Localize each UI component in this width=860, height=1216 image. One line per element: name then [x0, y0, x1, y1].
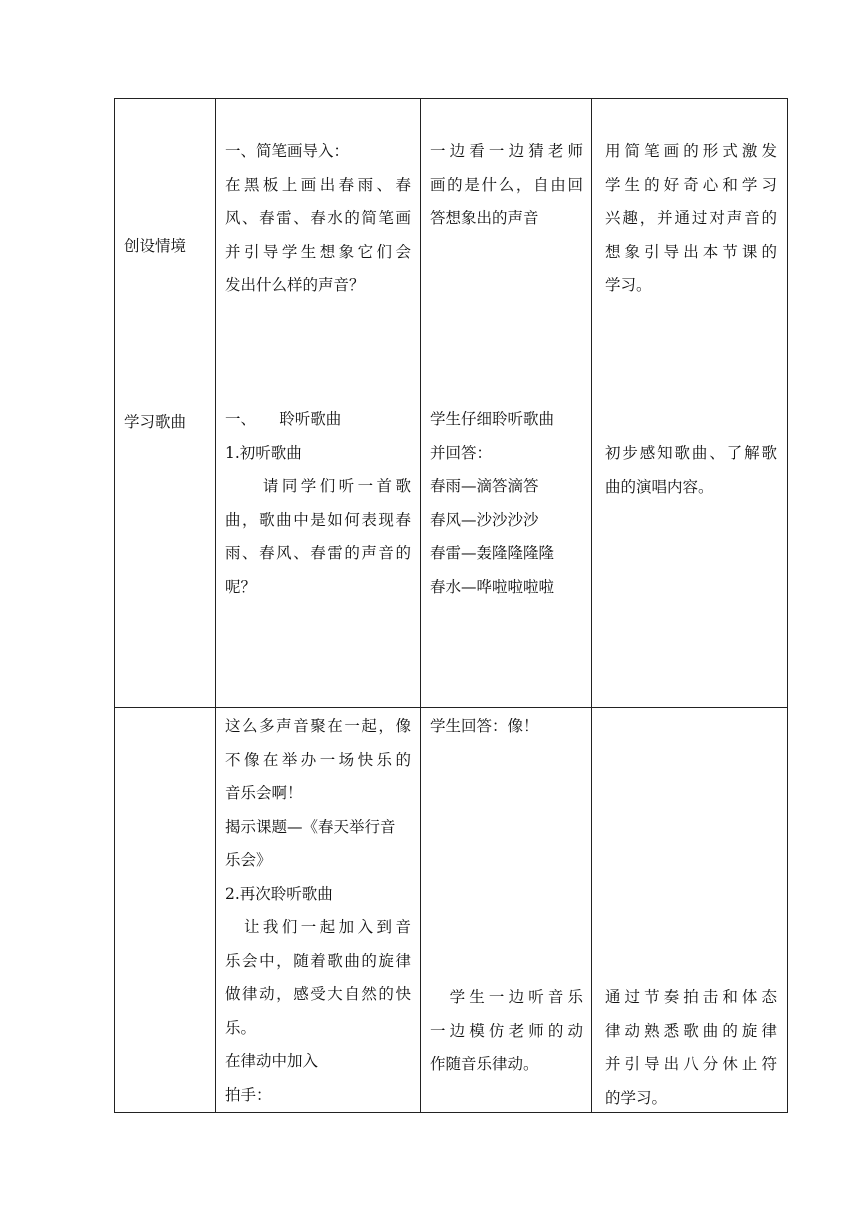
- text-line: 学习。: [605, 276, 652, 294]
- text-line: 让我们一起加入到音: [225, 918, 411, 936]
- design-purpose-cell: [592, 708, 788, 1113]
- text-line: 学生仔细聆听歌曲: [430, 410, 555, 428]
- text-line: 春雷—轰隆隆隆隆: [430, 544, 555, 562]
- text-line: 一、 聆听歌曲: [225, 410, 342, 428]
- student-activity-block: [430, 135, 583, 236]
- text-line: 一边看一边猜老师: [430, 142, 583, 160]
- text-line: 春水—哗啦啦啦啦: [430, 577, 555, 596]
- student-activity-block: [430, 403, 583, 604]
- text-line: 做律动，感受大自然的快: [225, 985, 411, 1003]
- design-purpose-cell: [592, 99, 788, 708]
- table-row: [115, 99, 788, 708]
- stage-label: 学习歌曲: [124, 413, 187, 431]
- text-line: 乐会》: [225, 851, 272, 869]
- text-line: 不像在举办一场快乐的: [225, 750, 411, 769]
- text-line: 的学习。: [605, 1088, 668, 1107]
- teacher-activity-block: [225, 135, 411, 303]
- text-line: 作随音乐律动。: [430, 1055, 539, 1073]
- text-line: 这么多声音聚在一起，像: [225, 717, 411, 735]
- text-line: 乐会中，随着歌曲的旋律: [225, 951, 411, 970]
- text-line: 并回答：: [430, 443, 493, 462]
- text-line: 1.初听歌曲: [225, 443, 302, 462]
- text-line: 呢？: [225, 577, 257, 596]
- text-line: 发出什么样的声音？: [225, 276, 365, 294]
- text-line: 风、春雷、春水的简笔画: [225, 209, 411, 227]
- teacher-activity-cell: [216, 99, 421, 708]
- text-line: 揭示课题—《春天举行音: [225, 817, 396, 836]
- teacher-activity-block: [225, 710, 411, 1112]
- text-line: 请同学们听一首歌: [225, 477, 411, 495]
- text-line: 学生一边听音乐: [430, 988, 583, 1006]
- text-line: 2.再次聆听歌曲: [225, 884, 333, 903]
- teacher-activity-cell: [216, 708, 421, 1113]
- text-line: 曲，歌曲中是如何表现春: [225, 510, 411, 529]
- text-line: 想象引导出本节课的: [605, 242, 777, 261]
- table-row: [115, 708, 788, 1113]
- text-line: 乐。: [225, 1018, 257, 1037]
- text-line: 并引导学生想象它们会: [225, 242, 411, 261]
- teacher-activity-block: [225, 403, 411, 604]
- text-line: 律动熟悉歌曲的旋律: [605, 1021, 777, 1040]
- student-activity-cell: [421, 708, 592, 1113]
- text-line: 用简笔画的形式激发: [605, 142, 777, 160]
- text-line: 曲的演唱内容。: [605, 477, 714, 496]
- stage-cell: [115, 708, 216, 1113]
- text-line: 答想象出的声音: [430, 209, 539, 227]
- text-line: 在律动中加入: [225, 1052, 319, 1070]
- lesson-plan-table: [114, 98, 788, 1113]
- text-line: 学生的好奇心和学习: [605, 175, 777, 194]
- text-line: 拍手：: [225, 1085, 272, 1104]
- design-purpose-block: [605, 437, 777, 504]
- design-purpose-block: [605, 135, 777, 303]
- stage-cell: [115, 99, 216, 708]
- text-line: 并引导出八分休止符: [605, 1055, 777, 1073]
- text-line: 在黑板上画出春雨、春: [225, 175, 411, 194]
- text-line: 学生回答：像！: [430, 717, 539, 735]
- text-line: 音乐会啊！: [225, 784, 303, 802]
- text-line: 画的是什么，自由回: [430, 175, 583, 194]
- text-line: 兴趣，并通过对声音的: [605, 209, 777, 227]
- text-line: 通过节奏拍击和体态: [605, 988, 777, 1006]
- text-line: 春雨—滴答滴答: [430, 477, 539, 495]
- text-line: 春风—沙沙沙沙: [430, 510, 539, 529]
- text-line: 雨、春风、春雷的声音的: [225, 544, 411, 562]
- stage-label: 创设情境: [124, 237, 187, 255]
- text-line: 一、简笔画导入：: [225, 142, 350, 160]
- design-purpose-block: [605, 981, 777, 1115]
- student-activity-cell: [421, 99, 592, 708]
- student-activity-block: [430, 981, 583, 1082]
- text-line: 一边模仿老师的动: [430, 1021, 583, 1040]
- text-line: 初步感知歌曲、了解歌: [605, 444, 777, 462]
